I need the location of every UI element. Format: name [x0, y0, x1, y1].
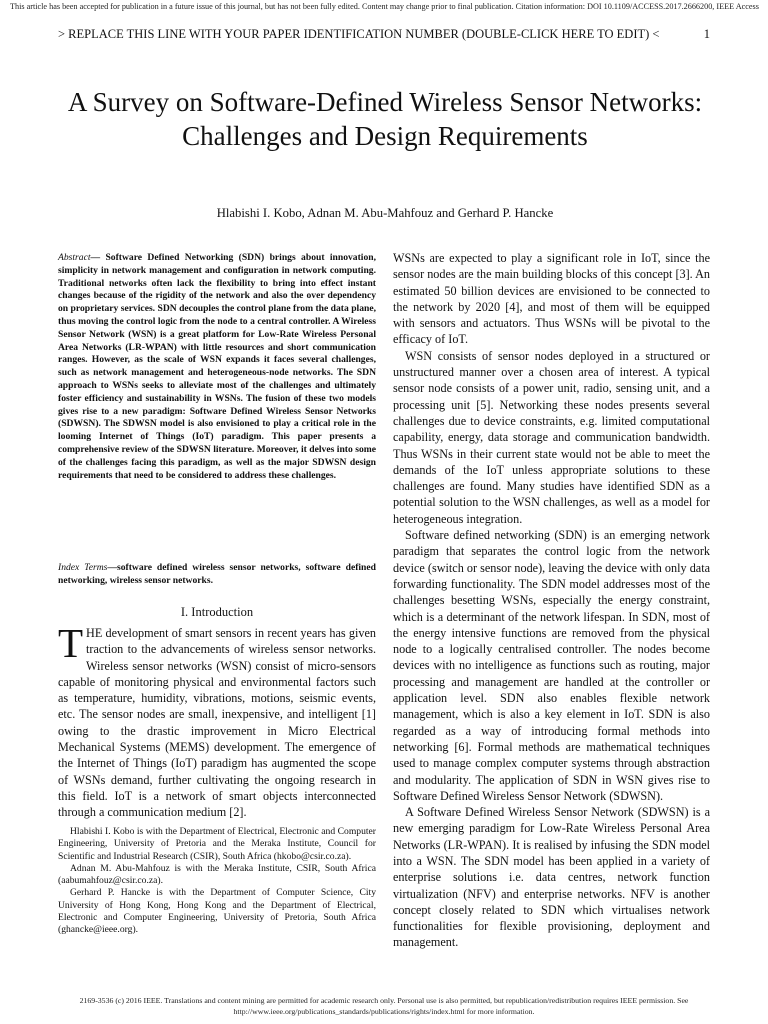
running-head	[58, 26, 710, 42]
author-notes	[58, 826, 376, 937]
publication-banner: This article has been accepted for publication in a future issue of this journal, but has not been fully edited. Content may change prior to final publication. Citation information: DOI 10.1109/ACCESS.2017.2666200, IEEE Access	[10, 2, 759, 11]
author-note: Adnan M. Abu-Mahfouz is with the Meraka Institute, CSIR, South Africa (aabumahfouz@csir.co.za).	[58, 862, 376, 887]
body-paragraph: WSNs are expected to play a significant role in IoT, since the sensor nodes are the main building blocks of this concept [3]. An estimated 50 billion devices are envisioned to be connected to the network by 2020 [4], and most of them will be equipped with sensors and actuators. Thus WSNs will be pivotal to the efficacy of IoT.	[393, 251, 710, 347]
body-paragraph: WSN consists of sensor nodes deployed in a structured or unstructured manner over a chosen area of interest. A typical sensor node consists of a power unit, radio, sensing unit, and a processing unit [5]. Networking these nodes presents several challenges due to device constraints, e.g. limited computational capability, energy, data storage and communication bandwidth. Thus WSNs in their current state would not be able to meet the demands of the IoT unless appropriate solutions to these challenges are found. Many studies have identified SDN as a potential solution to the WSN challenges, as well as a model for heterogeneous integration.	[393, 348, 710, 526]
abstract-text: — Software Defined Networking (SDN) brings about innovation, simplicity in network management and configuration in network computing. Traditional networks often lack the flexibility to bring into effect instant changes because of the rigidity of the network and also the over dependency on proprietary services. SDN decouples the control plane from the data plane, thus moving the control logic from the node to a central controller. A Wireless Sensor Network (WSN) is a great platform for Low-Rate Wireless Personal Area Networks (LR-WPAN) with little resources and short communication ranges. However, as the scale of WSN expands it faces several challenges, such as network management and heterogeneous-node networks. The SDN approach to WSNs seeks to alleviate most of the challenges and ultimately foster efficiency and sustainability in WSNs. The fusion of these two models gives rise to a new paradigm: Software Defined Wireless Sensor Networks (SDWSN). The SDWSN model is also envisioned to play a critical role in the looming Internet of Things (IoT) paradigm. This paper presents a comprehensive review of the SDWSN literature. Moreover, it delves into some of the challenges facing this paradigm, as well as the major SDWSN design requirements that need to be considered to address these challenges.	[58, 252, 376, 481]
introduction-paragraph	[58, 620, 376, 821]
index-terms	[58, 562, 376, 588]
abstract	[58, 252, 376, 482]
author-note: Hlabishi I. Kobo is with the Department of Electrical, Electronic and Computer Engineering, University of Pretoria and the Meraka Institute, Council for Scientific and Industrial Research (CSIR), South Africa (hkobo@csir.co.za).	[58, 826, 376, 862]
drop-cap: T	[58, 620, 84, 666]
section-heading-introduction: I. Introduction	[180, 605, 254, 619]
page-number: 1	[703, 27, 710, 41]
index-terms-text: —software defined wireless sensor networks, software defined networking, wireless sensor networks.	[58, 562, 376, 586]
introduction-text: HE development of smart sensors in recent years has given traction to the advancements of wireless sensor networks. Wireless sensor networks (WSN) consist of micro-sensors capable of monitoring physical and environmental factors such as temperature, humidity, vibrations, motions, seismic events, etc. The sensor nodes are small, inexpensive, and intelligent [1] owing to the drastic improvement in Micro Electrical Mechanical Systems (MEMS) development. The emergence of the Internet of Things (IoT) paradigm has augmented the scope of WSNs demand, further cultivating the ongoing research in this field. IoT is a network of smart objects interconnected through a communication medium [2].	[58, 626, 376, 820]
index-terms-label: Index Terms	[58, 562, 108, 573]
running-head-text: > REPLACE THIS LINE WITH YOUR PAPER IDENTIFICATION NUMBER (DOUBLE-CLICK HERE TO EDIT) <	[58, 27, 660, 41]
right-column-text	[393, 250, 710, 951]
author-note: Gerhard P. Hancke is with the Department of Computer Science, City University of Hong Kong, Hong Kong and the Department of Electrical, Electronic and Computer Engineering, University of Pretoria, South Africa (ghancke@ieee.org).	[58, 887, 376, 936]
author-list: Hlabishi I. Kobo, Adnan M. Abu-Mahfouz and Gerhard P. Hancke	[216, 206, 554, 220]
abstract-label: Abstract	[58, 252, 91, 263]
body-paragraph: A Software Defined Wireless Sensor Network (SDWSN) is a new emerging paradigm for Low-Rate Wireless Personal Area Networks (LR-WPAN). It is realised by infusing the SDN model into a WSN. The SDN model has been applied in a variety of enterprise solutions i.e. data centres, network function virtualization (NFV) and enterprise networks. NFV is another concept closely related to SDN which virtualises network functionalities for flexible provisioning, deployment and management.	[393, 805, 710, 950]
paper-title: A Survey on Software-Defined Wireless Sensor Networks: Challenges and Design Requirements	[67, 87, 703, 151]
body-paragraph: Software defined networking (SDN) is an emerging network paradigm that separates the control logic from the network device (switch or sensor node), leaving the device with only data forwarding functionality. The SDN model addresses most of the challenges besetting WSNs, especially the energy constraint, which is a determinant of the network lifespan. In SDN, most of the energy intensive functions are removed from the physical node to a logically centralised controller. The nodes become devices with no intelligence as functions such as routing, major processing and management are handled at the controller or application level. SDN also enables flexible network management, which is also a key element in IoT. SDN is also regarded as a way of introducing formal methods into networking [6]. Formal methods are mathematical techniques used to manage complex computer systems through abstraction and modularity. The application of SDN in WSN gives rise to Software Defined Wireless Sensor Network (SDWSN).	[393, 528, 710, 803]
copyright-footer: 2169-3536 (c) 2016 IEEE. Translations and content mining are permitted for academic research only. Personal use is also permitted, but republication/redistribution requires IEEE permission. See http://www.ieee.org/publications_standards/publications/rights/index.html for more information.	[79, 996, 689, 1016]
